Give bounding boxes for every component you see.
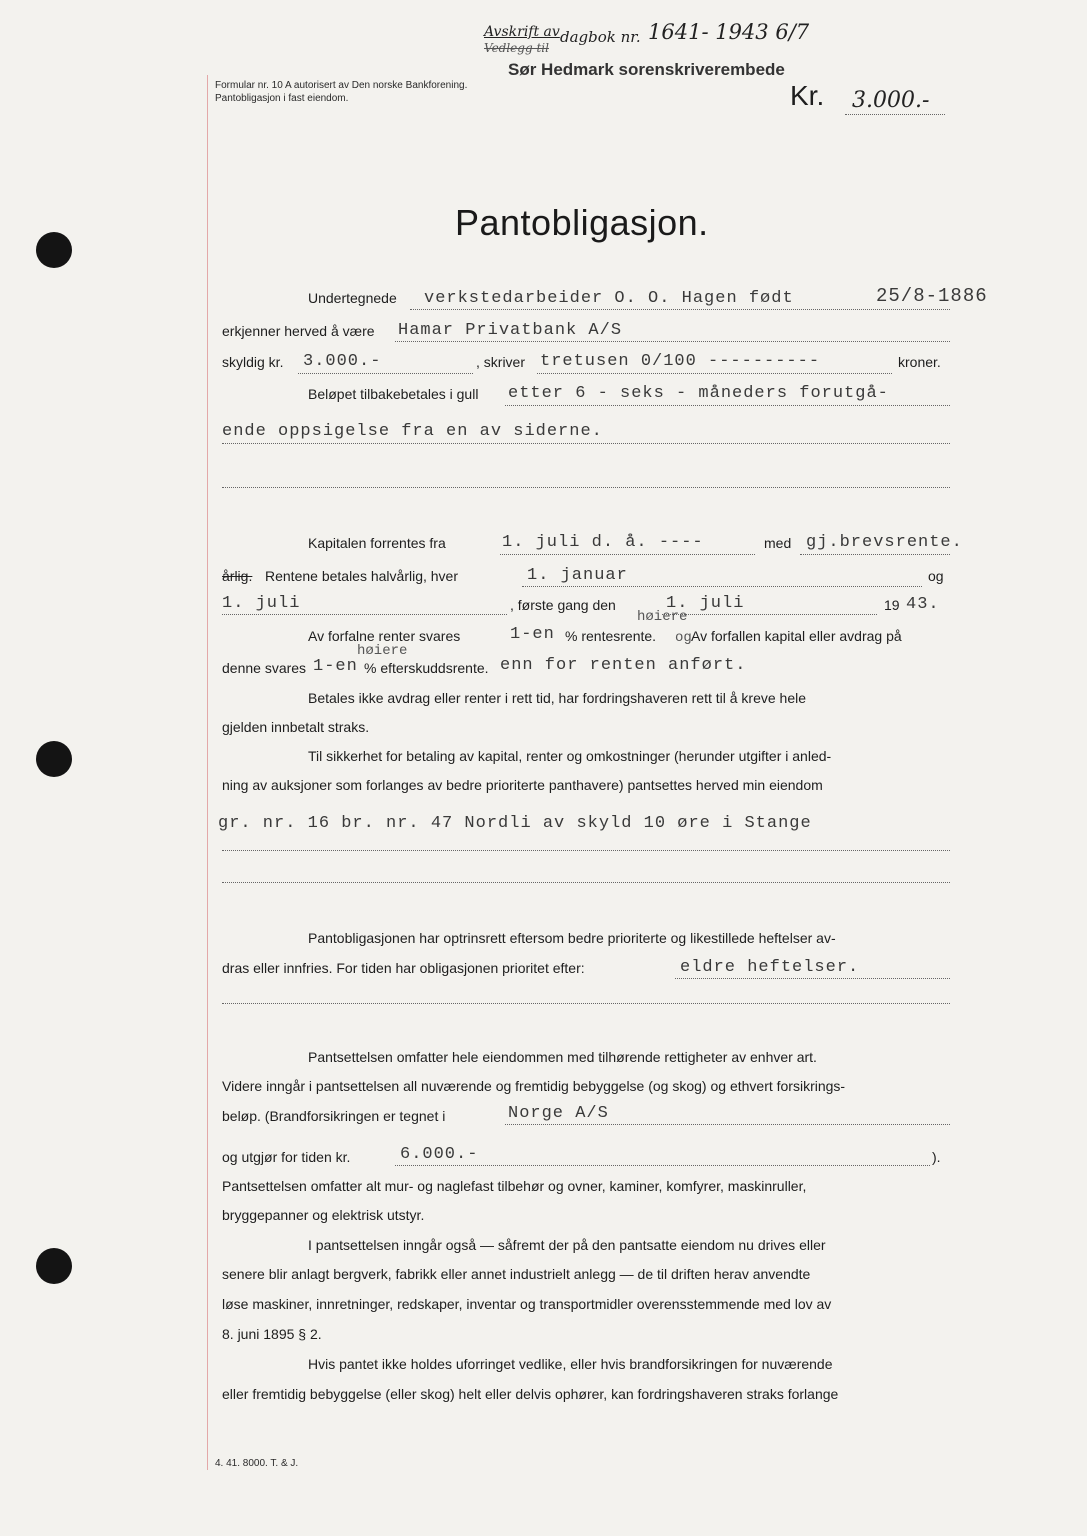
renter-date1: 1. januar	[527, 566, 628, 585]
belopet-label: Beløpet tilbakebetales i gull	[308, 386, 479, 402]
avskrift-label: Avskrift av	[484, 24, 560, 40]
betales-line1: Betales ikke avdrag eller renter i rett tid, har fordringshaveren rett til å kreve hele	[308, 690, 807, 706]
optrinsrett-line2: dras eller innfries. For tiden har obligasjonen prioritet efter:	[222, 960, 585, 976]
forfalne-label: Av forfalne renter svares	[308, 628, 461, 644]
sikkerhet-line2: ning av auksjoner som forlanges av bedre prioriterte panthavere) pantsettes herved min eiendom	[222, 777, 823, 793]
forfalne-sup: høiere	[637, 609, 688, 625]
amount-value: 3.000.-	[852, 88, 930, 113]
dots-18	[395, 1165, 930, 1166]
og-small: og	[675, 630, 692, 646]
renter-date2: 1. juli	[222, 594, 301, 613]
dots-3	[298, 373, 473, 374]
footer-note: 4. 41. 8000. T. & J.	[215, 1458, 299, 1469]
dagbok-label: dagbok nr.	[560, 28, 641, 46]
margin-rule	[207, 75, 208, 1470]
hvis-line2: eller fremtidig bebyggelse (eller skog) helt eller delvis ophører, kan fordringshaveren straks forlange	[222, 1386, 839, 1402]
skyldig-value: 3.000.-	[303, 352, 382, 371]
dots-8	[500, 554, 755, 555]
office-stamp: Sør Hedmark sorenskriverembede	[508, 60, 785, 79]
year-prefix: 19	[884, 597, 900, 613]
dots-17	[505, 1124, 950, 1125]
birth-date: 25/8-1886	[876, 285, 988, 307]
form-note-line2: Pantobligasjon i fast eiendom.	[215, 93, 349, 104]
rate-value: gj.brevsrente.	[806, 533, 963, 552]
mur-line2: bryggepanner og elektrisk utstyr.	[222, 1207, 425, 1223]
kroner-label: kroner.	[898, 354, 941, 370]
efterskudd-label: % efterskuddsrente.	[364, 660, 489, 676]
dots-13	[222, 850, 950, 851]
forste-label: , første gang den	[510, 597, 616, 613]
dagbok-number: 1641- 1943 6/7	[648, 20, 810, 44]
utgjor-end: ).	[932, 1149, 941, 1165]
omfatter-line2: Videre inngår i pantsettelsen all nuværende og fremtidig bebyggelse (og skog) og ethvert forsikrings-	[222, 1078, 846, 1094]
creditor-value: Hamar Privatbank A/S	[398, 321, 623, 340]
amount-label: Kr.	[790, 80, 825, 111]
vedlegg-label: Vedlegg til	[484, 41, 549, 55]
form-note-line1: Formular nr. 10 A autorisert av Den norske Bankforening.	[215, 80, 468, 91]
dots-6	[222, 443, 950, 444]
dots-15	[675, 978, 950, 979]
denne-label: denne svares	[222, 660, 307, 676]
punch-hole-top	[36, 232, 72, 268]
dots-2	[395, 341, 950, 342]
erkjenner-label: erkjenner herved å være	[222, 323, 375, 339]
dots-16	[222, 1003, 950, 1004]
forfalne-value: 1-en	[510, 625, 555, 644]
mur-line1: Pantsettelsen omfatter alt mur- og naglefast tilbehør og ovner, kaminer, komfyrer, maskinruller,	[222, 1178, 807, 1194]
year-suffix: 43.	[906, 595, 940, 614]
betales-line2: gjelden innbetalt straks.	[222, 719, 370, 735]
document-title: Pantobligasjon.	[455, 202, 709, 243]
bergverk-line2: senere blir anlagt bergverk, fabrikk eller annet industrielt anlegg — de til driften herav anvendte	[222, 1266, 811, 1282]
brand-label: beløp. (Brandforsikringen er tegnet i	[222, 1108, 446, 1124]
utgjor-label: og utgjør for tiden kr.	[222, 1149, 351, 1165]
dots-14	[222, 882, 950, 883]
punch-hole-bottom	[36, 1248, 72, 1284]
og-label: og	[928, 568, 944, 584]
dots-7	[222, 487, 950, 488]
prioritet-value: eldre heftelser.	[680, 958, 860, 977]
rentesrente-label: % rentesrente.	[565, 628, 657, 644]
dots-10	[522, 586, 922, 587]
brand-value: Norge A/S	[508, 1104, 609, 1123]
punch-hole-middle	[36, 741, 72, 777]
forfallen-text: Av forfallen kapital eller avdrag på	[691, 628, 902, 644]
belopet-value2: ende oppsigelse fra en av siderne.	[222, 422, 603, 441]
dots-11	[222, 614, 507, 615]
med-label: med	[764, 535, 792, 551]
hvis-line1: Hvis pantet ikke holdes uforringet vedlike, eller hvis brandforsikringen for nuværende	[308, 1356, 833, 1372]
bergverk-line4: 8. juni 1895 § 2.	[222, 1326, 322, 1342]
amount-dots	[845, 114, 945, 115]
property-value: gr. nr. 16 br. nr. 47 Nordli av skyld 10 øre i Stange	[218, 814, 812, 833]
undertegnede-label: Undertegnede	[308, 290, 397, 306]
optrinsrett-line1: Pantobligasjonen har optrinsrett eftersom bedre prioriterte og likestillede heftelser av-	[308, 930, 836, 946]
forste-date: 1. juli	[666, 594, 745, 613]
bergverk-line3: løse maskiner, innretninger, redskaper, inventar og transportmidler overensstemmende med lov av	[222, 1296, 832, 1312]
dots-9	[800, 554, 950, 555]
utgjor-value: 6.000.-	[400, 1145, 479, 1164]
sikkerhet-line1: Til sikkerhet for betaling av kapital, renter og omkostninger (herunder utgifter i anled-	[308, 748, 832, 764]
dots-1	[410, 309, 950, 310]
dots-4	[537, 373, 892, 374]
dots-12	[662, 614, 877, 615]
skriver-value: tretusen 0/100 ----------	[540, 352, 821, 371]
skriver-label: , skriver	[476, 354, 525, 370]
arlig-label: årlig.	[222, 568, 253, 584]
efterskudd-value: enn for renten anført.	[500, 656, 747, 675]
renter-label: Rentene betales halvårlig, hver	[265, 568, 459, 584]
kapital-from: 1. juli d. å. ----	[502, 533, 704, 552]
bergverk-line1: I pantsettelsen inngår også — såfremt der på den pantsatte eiendom nu drives eller	[308, 1237, 826, 1253]
undertegnede-value: verkstedarbeider O. O. Hagen født	[424, 289, 794, 308]
dots-5	[505, 405, 950, 406]
belopet-value1: etter 6 - seks - måneders forutgå-	[508, 384, 889, 403]
kapital-label: Kapitalen forrentes fra	[308, 535, 446, 551]
omfatter-line1: Pantsettelsen omfatter hele eiendommen med tilhørende rettigheter av enhver art.	[308, 1049, 817, 1065]
denne-value: 1-en	[313, 657, 358, 676]
skyldig-label: skyldig kr.	[222, 354, 284, 370]
denne-sup: høiere	[357, 643, 408, 659]
